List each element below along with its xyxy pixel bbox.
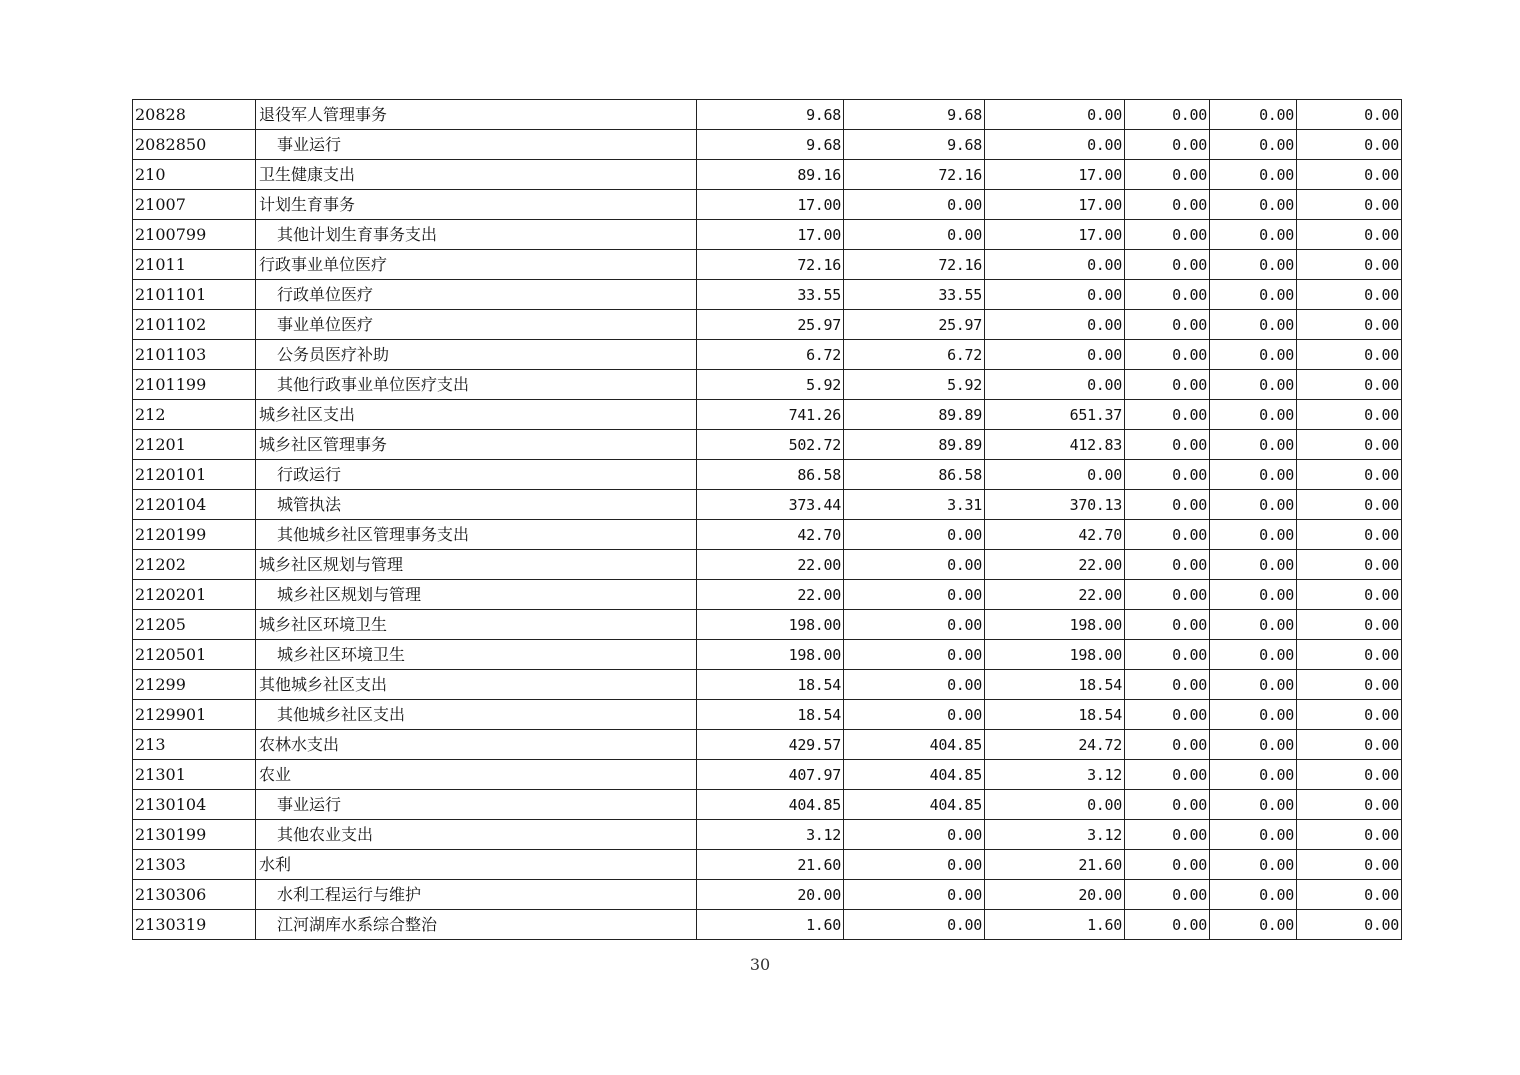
amount-cell: 0.00 (844, 550, 985, 580)
amount-cell: 3.12 (985, 760, 1125, 790)
amount-cell: 0.00 (985, 370, 1125, 400)
amount-cell: 0.00 (1125, 910, 1210, 940)
account-name-cell: 行政事业单位医疗 (256, 250, 697, 280)
amount-cell: 0.00 (1297, 370, 1402, 400)
table-row (133, 520, 1402, 550)
account-code-cell: 2120101 (133, 460, 256, 490)
table-row (133, 880, 1402, 910)
amount-cell: 89.16 (697, 160, 844, 190)
amount-cell: 0.00 (1297, 520, 1402, 550)
amount-cell: 0.00 (985, 100, 1125, 130)
amount-cell: 0.00 (1210, 490, 1297, 520)
amount-cell: 0.00 (1210, 670, 1297, 700)
account-code-cell: 212 (133, 400, 256, 430)
account-code-cell: 2120199 (133, 520, 256, 550)
amount-cell: 22.00 (985, 580, 1125, 610)
amount-cell: 0.00 (1125, 490, 1210, 520)
amount-cell: 0.00 (844, 820, 985, 850)
amount-cell: 22.00 (985, 550, 1125, 580)
amount-cell: 0.00 (1297, 580, 1402, 610)
amount-cell: 9.68 (844, 130, 985, 160)
table-row (133, 370, 1402, 400)
account-code-cell: 21201 (133, 430, 256, 460)
account-code-cell: 21007 (133, 190, 256, 220)
amount-cell: 17.00 (985, 160, 1125, 190)
amount-cell: 0.00 (844, 670, 985, 700)
amount-cell: 0.00 (1210, 160, 1297, 190)
amount-cell: 404.85 (844, 760, 985, 790)
amount-cell: 0.00 (1297, 430, 1402, 460)
amount-cell: 20.00 (985, 880, 1125, 910)
account-name-cell: 水利 (256, 850, 697, 880)
account-name-cell: 退役军人管理事务 (256, 100, 697, 130)
amount-cell: 0.00 (1297, 640, 1402, 670)
amount-cell: 404.85 (697, 790, 844, 820)
amount-cell: 0.00 (1210, 610, 1297, 640)
table-row (133, 160, 1402, 190)
amount-cell: 0.00 (1125, 760, 1210, 790)
amount-cell: 89.89 (844, 400, 985, 430)
amount-cell: 0.00 (1125, 550, 1210, 580)
table-row (133, 910, 1402, 940)
amount-cell: 17.00 (985, 190, 1125, 220)
account-name-cell: 其他行政事业单位医疗支出 (256, 370, 697, 400)
amount-cell: 0.00 (844, 520, 985, 550)
amount-cell: 0.00 (1125, 640, 1210, 670)
account-name-cell: 公务员医疗补助 (256, 340, 697, 370)
amount-cell: 72.16 (697, 250, 844, 280)
amount-cell: 0.00 (985, 310, 1125, 340)
amount-cell: 0.00 (1297, 670, 1402, 700)
amount-cell: 0.00 (1297, 220, 1402, 250)
account-code-cell: 21011 (133, 250, 256, 280)
table-row (133, 640, 1402, 670)
account-code-cell: 21299 (133, 670, 256, 700)
table-body (133, 100, 1402, 940)
table-row (133, 790, 1402, 820)
account-code-cell: 2082850 (133, 130, 256, 160)
account-name-cell: 事业运行 (256, 790, 697, 820)
amount-cell: 0.00 (1125, 130, 1210, 160)
account-name-cell: 城乡社区管理事务 (256, 430, 697, 460)
amount-cell: 0.00 (1210, 820, 1297, 850)
table-row (133, 760, 1402, 790)
amount-cell: 0.00 (1210, 730, 1297, 760)
amount-cell: 22.00 (697, 550, 844, 580)
account-name-cell: 计划生育事务 (256, 190, 697, 220)
amount-cell: 0.00 (1210, 220, 1297, 250)
amount-cell: 0.00 (1125, 880, 1210, 910)
amount-cell: 0.00 (985, 250, 1125, 280)
table-row (133, 430, 1402, 460)
amount-cell: 198.00 (985, 610, 1125, 640)
amount-cell: 21.60 (985, 850, 1125, 880)
amount-cell: 0.00 (1297, 760, 1402, 790)
amount-cell: 0.00 (985, 340, 1125, 370)
table-row (133, 280, 1402, 310)
amount-cell: 373.44 (697, 490, 844, 520)
amount-cell: 0.00 (1125, 280, 1210, 310)
amount-cell: 0.00 (1125, 160, 1210, 190)
amount-cell: 0.00 (1125, 460, 1210, 490)
amount-cell: 370.13 (985, 490, 1125, 520)
amount-cell: 0.00 (1297, 550, 1402, 580)
amount-cell: 0.00 (1297, 280, 1402, 310)
amount-cell: 0.00 (1297, 700, 1402, 730)
amount-cell: 0.00 (1210, 700, 1297, 730)
table-row (133, 130, 1402, 160)
amount-cell: 0.00 (844, 640, 985, 670)
account-name-cell: 城乡社区规划与管理 (256, 580, 697, 610)
account-code-cell: 2120501 (133, 640, 256, 670)
amount-cell: 0.00 (1125, 220, 1210, 250)
amount-cell: 86.58 (844, 460, 985, 490)
table-row (133, 250, 1402, 280)
amount-cell: 0.00 (1210, 430, 1297, 460)
amount-cell: 0.00 (1125, 670, 1210, 700)
amount-cell: 0.00 (1125, 340, 1210, 370)
account-name-cell: 其他城乡社区支出 (256, 670, 697, 700)
amount-cell: 9.68 (697, 130, 844, 160)
amount-cell: 0.00 (985, 280, 1125, 310)
amount-cell: 0.00 (844, 880, 985, 910)
amount-cell: 17.00 (697, 220, 844, 250)
amount-cell: 72.16 (844, 160, 985, 190)
account-code-cell: 21202 (133, 550, 256, 580)
account-code-cell: 2130319 (133, 910, 256, 940)
account-code-cell: 2101101 (133, 280, 256, 310)
amount-cell: 18.54 (697, 700, 844, 730)
amount-cell: 407.97 (697, 760, 844, 790)
amount-cell: 0.00 (1210, 580, 1297, 610)
amount-cell: 0.00 (1297, 610, 1402, 640)
account-code-cell: 2101102 (133, 310, 256, 340)
account-code-cell: 2101199 (133, 370, 256, 400)
amount-cell: 0.00 (1210, 130, 1297, 160)
account-code-cell: 2130306 (133, 880, 256, 910)
amount-cell: 3.12 (697, 820, 844, 850)
amount-cell: 0.00 (1210, 640, 1297, 670)
account-name-cell: 其他农业支出 (256, 820, 697, 850)
table-row (133, 730, 1402, 760)
amount-cell: 502.72 (697, 430, 844, 460)
account-name-cell: 江河湖库水系综合整治 (256, 910, 697, 940)
page-number: 30 (749, 955, 771, 974)
amount-cell: 0.00 (1210, 550, 1297, 580)
amount-cell: 0.00 (1210, 850, 1297, 880)
account-name-cell: 城乡社区规划与管理 (256, 550, 697, 580)
amount-cell: 72.16 (844, 250, 985, 280)
table-row (133, 190, 1402, 220)
amount-cell: 0.00 (1125, 580, 1210, 610)
amount-cell: 412.83 (985, 430, 1125, 460)
amount-cell: 0.00 (1297, 460, 1402, 490)
amount-cell: 18.54 (697, 670, 844, 700)
account-code-cell: 20828 (133, 100, 256, 130)
amount-cell: 0.00 (1125, 250, 1210, 280)
account-code-cell: 2130199 (133, 820, 256, 850)
amount-cell: 0.00 (1210, 310, 1297, 340)
amount-cell: 0.00 (1210, 460, 1297, 490)
table-row (133, 700, 1402, 730)
amount-cell: 0.00 (1297, 250, 1402, 280)
account-name-cell: 城乡社区环境卫生 (256, 640, 697, 670)
table-row (133, 670, 1402, 700)
account-code-cell: 21205 (133, 610, 256, 640)
amount-cell: 0.00 (1125, 190, 1210, 220)
account-code-cell: 21303 (133, 850, 256, 880)
amount-cell: 0.00 (1125, 850, 1210, 880)
amount-cell: 42.70 (985, 520, 1125, 550)
amount-cell: 0.00 (1297, 850, 1402, 880)
account-name-cell: 卫生健康支出 (256, 160, 697, 190)
amount-cell: 0.00 (1125, 790, 1210, 820)
amount-cell: 0.00 (985, 790, 1125, 820)
amount-cell: 89.89 (844, 430, 985, 460)
budget-table (132, 99, 1402, 940)
amount-cell: 0.00 (1210, 760, 1297, 790)
amount-cell: 0.00 (1297, 730, 1402, 760)
account-code-cell: 213 (133, 730, 256, 760)
table-row (133, 610, 1402, 640)
table-row (133, 310, 1402, 340)
amount-cell: 17.00 (697, 190, 844, 220)
account-code-cell: 21301 (133, 760, 256, 790)
amount-cell: 33.55 (844, 280, 985, 310)
table-row (133, 460, 1402, 490)
amount-cell: 0.00 (844, 610, 985, 640)
amount-cell: 0.00 (1297, 820, 1402, 850)
account-name-cell: 水利工程运行与维护 (256, 880, 697, 910)
account-name-cell: 事业单位医疗 (256, 310, 697, 340)
table-row (133, 850, 1402, 880)
amount-cell: 0.00 (1210, 340, 1297, 370)
amount-cell: 0.00 (1297, 100, 1402, 130)
amount-cell: 0.00 (1297, 340, 1402, 370)
amount-cell: 6.72 (844, 340, 985, 370)
account-name-cell: 城管执法 (256, 490, 697, 520)
table-row (133, 820, 1402, 850)
amount-cell: 1.60 (697, 910, 844, 940)
amount-cell: 25.97 (697, 310, 844, 340)
amount-cell: 0.00 (1125, 700, 1210, 730)
amount-cell: 0.00 (1210, 100, 1297, 130)
amount-cell: 0.00 (844, 700, 985, 730)
account-code-cell: 2120201 (133, 580, 256, 610)
amount-cell: 404.85 (844, 790, 985, 820)
account-name-cell: 农业 (256, 760, 697, 790)
account-code-cell: 210 (133, 160, 256, 190)
table-row (133, 400, 1402, 430)
amount-cell: 0.00 (1210, 250, 1297, 280)
amount-cell: 9.68 (697, 100, 844, 130)
amount-cell: 5.92 (697, 370, 844, 400)
table-row (133, 550, 1402, 580)
amount-cell: 198.00 (697, 610, 844, 640)
amount-cell: 404.85 (844, 730, 985, 760)
amount-cell: 0.00 (1297, 310, 1402, 340)
amount-cell: 0.00 (1125, 610, 1210, 640)
amount-cell: 0.00 (1125, 100, 1210, 130)
account-code-cell: 2129901 (133, 700, 256, 730)
amount-cell: 0.00 (844, 220, 985, 250)
amount-cell: 33.55 (697, 280, 844, 310)
account-code-cell: 2130104 (133, 790, 256, 820)
amount-cell: 0.00 (1210, 880, 1297, 910)
account-name-cell: 农林水支出 (256, 730, 697, 760)
account-name-cell: 城乡社区支出 (256, 400, 697, 430)
amount-cell: 0.00 (985, 130, 1125, 160)
amount-cell: 86.58 (697, 460, 844, 490)
account-code-cell: 2120104 (133, 490, 256, 520)
amount-cell: 0.00 (1297, 790, 1402, 820)
amount-cell: 0.00 (844, 850, 985, 880)
amount-cell: 0.00 (1210, 370, 1297, 400)
amount-cell: 741.26 (697, 400, 844, 430)
amount-cell: 0.00 (1125, 820, 1210, 850)
account-name-cell: 行政单位医疗 (256, 280, 697, 310)
amount-cell: 0.00 (1210, 280, 1297, 310)
amount-cell: 0.00 (1125, 430, 1210, 460)
table-row (133, 580, 1402, 610)
amount-cell: 0.00 (1297, 190, 1402, 220)
table-row (133, 100, 1402, 130)
amount-cell: 0.00 (1125, 400, 1210, 430)
amount-cell: 0.00 (1125, 370, 1210, 400)
amount-cell: 429.57 (697, 730, 844, 760)
amount-cell: 9.68 (844, 100, 985, 130)
amount-cell: 6.72 (697, 340, 844, 370)
amount-cell: 651.37 (985, 400, 1125, 430)
table-row (133, 220, 1402, 250)
amount-cell: 18.54 (985, 700, 1125, 730)
account-code-cell: 2101103 (133, 340, 256, 370)
amount-cell: 17.00 (985, 220, 1125, 250)
amount-cell: 198.00 (697, 640, 844, 670)
amount-cell: 3.31 (844, 490, 985, 520)
amount-cell: 25.97 (844, 310, 985, 340)
amount-cell: 3.12 (985, 820, 1125, 850)
amount-cell: 0.00 (1297, 490, 1402, 520)
account-name-cell: 城乡社区环境卫生 (256, 610, 697, 640)
amount-cell: 0.00 (1297, 880, 1402, 910)
account-name-cell: 其他计划生育事务支出 (256, 220, 697, 250)
amount-cell: 42.70 (697, 520, 844, 550)
amount-cell: 0.00 (985, 460, 1125, 490)
table-row (133, 340, 1402, 370)
amount-cell: 0.00 (1297, 160, 1402, 190)
amount-cell: 0.00 (1125, 520, 1210, 550)
account-name-cell: 其他城乡社区管理事务支出 (256, 520, 697, 550)
amount-cell: 0.00 (1210, 520, 1297, 550)
amount-cell: 18.54 (985, 670, 1125, 700)
amount-cell: 22.00 (697, 580, 844, 610)
amount-cell: 0.00 (1210, 400, 1297, 430)
amount-cell: 1.60 (985, 910, 1125, 940)
account-code-cell: 2100799 (133, 220, 256, 250)
amount-cell: 0.00 (1125, 730, 1210, 760)
amount-cell: 5.92 (844, 370, 985, 400)
amount-cell: 0.00 (844, 190, 985, 220)
table-row (133, 490, 1402, 520)
amount-cell: 24.72 (985, 730, 1125, 760)
amount-cell: 0.00 (1210, 910, 1297, 940)
account-name-cell: 事业运行 (256, 130, 697, 160)
amount-cell: 0.00 (1125, 310, 1210, 340)
amount-cell: 20.00 (697, 880, 844, 910)
amount-cell: 0.00 (1297, 400, 1402, 430)
account-name-cell: 其他城乡社区支出 (256, 700, 697, 730)
amount-cell: 0.00 (1297, 130, 1402, 160)
amount-cell: 0.00 (1297, 910, 1402, 940)
amount-cell: 21.60 (697, 850, 844, 880)
amount-cell: 0.00 (844, 580, 985, 610)
account-name-cell: 行政运行 (256, 460, 697, 490)
amount-cell: 0.00 (1210, 790, 1297, 820)
amount-cell: 198.00 (985, 640, 1125, 670)
amount-cell: 0.00 (844, 910, 985, 940)
amount-cell: 0.00 (1210, 190, 1297, 220)
